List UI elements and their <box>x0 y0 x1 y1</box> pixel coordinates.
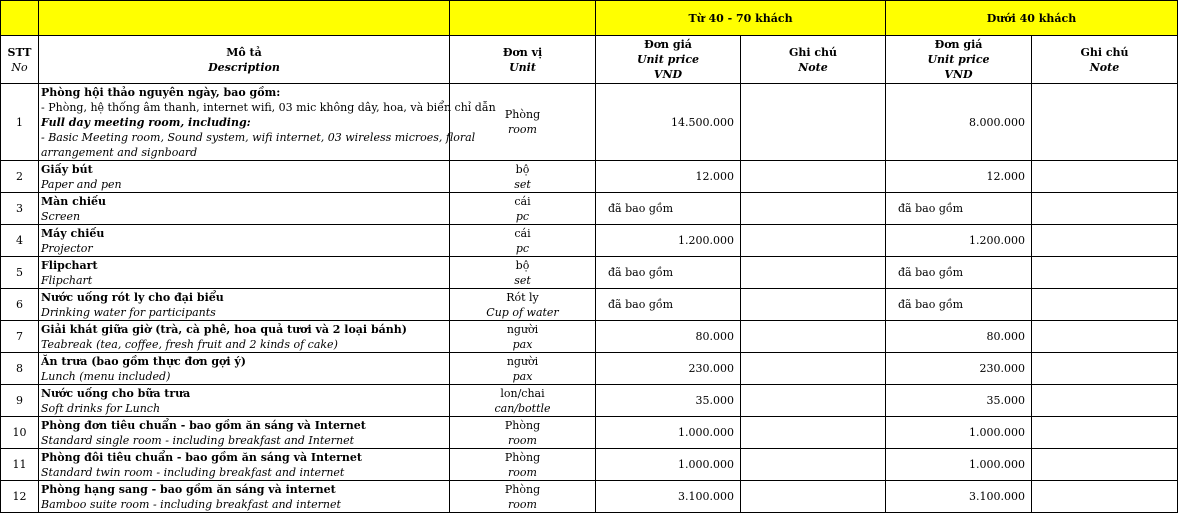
unit-price-2: 8.000.000 <box>886 84 1032 161</box>
row-description: Phòng hạng sang - bao gồm ăn sáng và internet Bamboo suite room - including breakfast and internet <box>39 481 450 513</box>
table-row <box>1 321 1178 353</box>
note-cell-2 <box>1032 321 1178 353</box>
included-text-2: đã bao gồm <box>886 193 1032 225</box>
row-description: Ăn trưa (bao gồm thực đơn gợi ý) Lunch (menu included) <box>39 353 450 385</box>
note-cell-2 <box>1032 289 1178 321</box>
unit-price-2: 80.000 <box>886 321 1032 353</box>
note-cell-2 <box>1032 84 1178 161</box>
unit-price-2: 1.000.000 <box>886 417 1032 449</box>
note-cell-2 <box>1032 161 1178 193</box>
header-note-1: Ghi chú Note <box>741 36 886 84</box>
unit-price-1: 1.000.000 <box>596 417 741 449</box>
table-row <box>1 417 1178 449</box>
included-text-1: đã bao gồm <box>596 257 741 289</box>
row-unit: bộ set <box>450 257 596 289</box>
note-cell-1 <box>741 321 886 353</box>
note-cell-1 <box>741 289 886 321</box>
group-header-row <box>1 1 1178 36</box>
row-number: 8 <box>1 353 39 385</box>
blank-cell <box>1 1 39 36</box>
row-description: Phòng đôi tiêu chuẩn - bao gồm ăn sáng và Internet Standard twin room - including breakfast and internet <box>39 449 450 481</box>
note-cell-1 <box>741 353 886 385</box>
header-note-2: Ghi chú Note <box>1032 36 1178 84</box>
unit-price-2: 35.000 <box>886 385 1032 417</box>
note-cell-1 <box>741 481 886 513</box>
table-row <box>1 353 1178 385</box>
row-number: 7 <box>1 321 39 353</box>
row-number: 12 <box>1 481 39 513</box>
header-description: Mô tả Description <box>39 36 450 84</box>
note-cell-2 <box>1032 353 1178 385</box>
row-description: Giải khát giữa giờ (trà, cà phê, hoa quả tươi và 2 loại bánh) Teabreak (tea, coffee, fresh fruit and 2 kinds of cake) <box>39 321 450 353</box>
unit-price-2: 1.200.000 <box>886 225 1032 257</box>
row-number: 3 <box>1 193 39 225</box>
unit-price-1: 80.000 <box>596 321 741 353</box>
note-cell-2 <box>1032 193 1178 225</box>
included-text-1: đã bao gồm <box>596 289 741 321</box>
table-row <box>1 449 1178 481</box>
row-unit: lon/chai can/bottle <box>450 385 596 417</box>
included-text-2: đã bao gồm <box>886 289 1032 321</box>
unit-price-1: 1.200.000 <box>596 225 741 257</box>
row-description: Giấy bút Paper and pen <box>39 161 450 193</box>
unit-price-2: 12.000 <box>886 161 1032 193</box>
row-description: Nước uống rót ly cho đại biểu Drinking water for participants <box>39 289 450 321</box>
row-description: Máy chiếu Projector <box>39 225 450 257</box>
unit-price-2: 230.000 <box>886 353 1032 385</box>
group-header-40-70: Từ 40 - 70 khách <box>596 1 886 36</box>
row-description: Màn chiếu Screen <box>39 193 450 225</box>
note-cell-1 <box>741 449 886 481</box>
note-cell-1 <box>741 385 886 417</box>
note-cell-1 <box>741 225 886 257</box>
header-unit: Đơn vị Unit <box>450 36 596 84</box>
row-number: 9 <box>1 385 39 417</box>
unit-price-1: 3.100.000 <box>596 481 741 513</box>
note-cell-2 <box>1032 449 1178 481</box>
row-unit: Phòng room <box>450 481 596 513</box>
header-unit-price-2: Đơn giá Unit price VND <box>886 36 1032 84</box>
unit-price-1: 230.000 <box>596 353 741 385</box>
row-unit: cái pc <box>450 225 596 257</box>
row-number: 2 <box>1 161 39 193</box>
note-cell-2 <box>1032 257 1178 289</box>
included-text-2: đã bao gồm <box>886 257 1032 289</box>
note-cell-2 <box>1032 225 1178 257</box>
note-cell-1 <box>741 417 886 449</box>
unit-price-1: 1.000.000 <box>596 449 741 481</box>
unit-price-1: 14.500.000 <box>596 84 741 161</box>
note-cell-1 <box>741 161 886 193</box>
group-header-under-40: Dưới 40 khách <box>886 1 1178 36</box>
note-cell-2 <box>1032 481 1178 513</box>
table-row <box>1 289 1178 321</box>
note-cell-2 <box>1032 417 1178 449</box>
table-row <box>1 84 1178 161</box>
row-unit: Rót ly Cup of water <box>450 289 596 321</box>
row-number: 10 <box>1 417 39 449</box>
header-stt: STT No <box>1 36 39 84</box>
table-row <box>1 193 1178 225</box>
unit-price-2: 3.100.000 <box>886 481 1032 513</box>
row-unit: Phòng room <box>450 417 596 449</box>
row-number: 1 <box>1 84 39 161</box>
blank-cell <box>39 1 450 36</box>
row-unit: người pax <box>450 321 596 353</box>
row-unit: cái pc <box>450 193 596 225</box>
table-row <box>1 481 1178 513</box>
table-row <box>1 161 1178 193</box>
note-cell-2 <box>1032 385 1178 417</box>
row-number: 11 <box>1 449 39 481</box>
header-unit-price-1: Đơn giá Unit price VND <box>596 36 741 84</box>
table-row <box>1 257 1178 289</box>
row-unit: người pax <box>450 353 596 385</box>
row-number: 6 <box>1 289 39 321</box>
unit-price-1: 35.000 <box>596 385 741 417</box>
note-cell-1 <box>741 84 886 161</box>
row-description: Flipchart Flipchart <box>39 257 450 289</box>
row-number: 4 <box>1 225 39 257</box>
row-number: 5 <box>1 257 39 289</box>
row-unit: Phòng room <box>450 449 596 481</box>
row-unit: bộ set <box>450 161 596 193</box>
row-description: Phòng đơn tiêu chuẩn - bao gồm ăn sáng và Internet Standard single room - including breakfast and Internet <box>39 417 450 449</box>
included-text-1: đã bao gồm <box>596 193 741 225</box>
row-description: Phòng hội thảo nguyên ngày, bao gồm: - Phòng, hệ thống âm thanh, internet wifi, 03 mic không dây, hoa, và biển chỉ dẫn Full day meeting room, including: - Basic Meeting room, Sound system, wifi internet, 03 wireless microes, floral arrangement and signboard <box>39 84 450 161</box>
note-cell-1 <box>741 257 886 289</box>
unit-price-2: 1.000.000 <box>886 449 1032 481</box>
blank-cell <box>450 1 596 36</box>
table-row <box>1 385 1178 417</box>
table-row <box>1 225 1178 257</box>
note-cell-1 <box>741 193 886 225</box>
unit-price-1: 12.000 <box>596 161 741 193</box>
column-header-row <box>1 36 1178 84</box>
row-description: Nước uống cho bữa trưa Soft drinks for Lunch <box>39 385 450 417</box>
row-unit: Phòng room <box>450 84 596 161</box>
